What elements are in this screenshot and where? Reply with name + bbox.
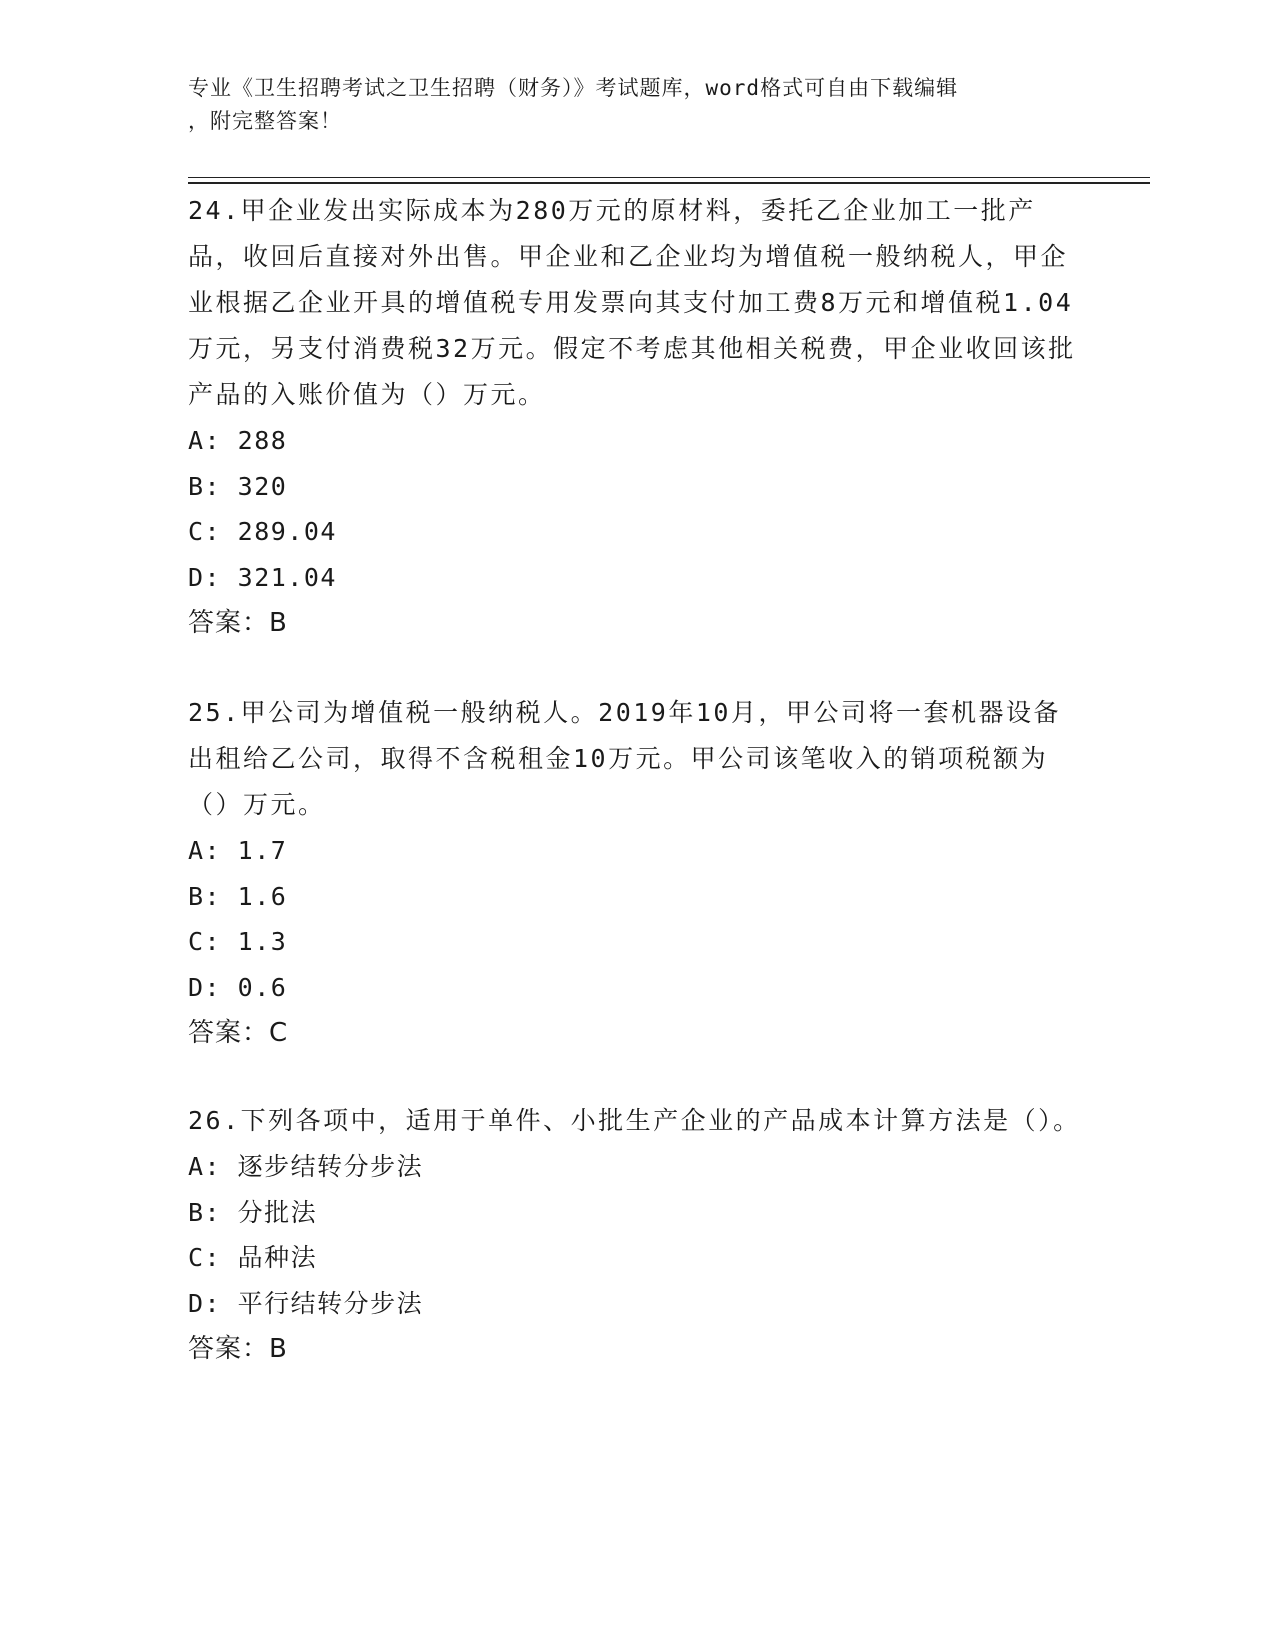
option-b: B: 分批法 [188, 1197, 318, 1227]
question-25 [188, 690, 1088, 1056]
answer-line: 答案：B [188, 1334, 288, 1364]
question-26 [188, 1098, 1088, 1372]
option-a: A: 1.7 [188, 836, 288, 865]
answer-line: 答案：B [188, 608, 288, 638]
option-d: D: 0.6 [188, 972, 288, 1002]
header-line-2: ，附完整答案！ [188, 109, 342, 133]
header-line-1: 专业《卫生招聘考试之卫生招聘（财务）》考试题库，word格式可自由下载编辑 [188, 76, 959, 100]
question-stem: 24.甲企业发出实际成本为280万元的原材料，委托乙企业加工一批产品，收回后直接对外出售。甲企业和乙企业均为增值税一般纳税人，甲企业根据乙企业开具的增值税专用发票向其支付加工费8万元和增值税1.04万元，另支付消费税32万元。假定不考虑其他相关税费，甲企业收回该批产品的入账价值为（）万元。 [188, 196, 1076, 409]
question-stem: 26.下列各项中，适用于单件、小批生产企业的产品成本计算方法是（）。 [188, 1106, 1081, 1135]
option-a: A: 288 [188, 426, 288, 455]
document-header [188, 72, 1078, 138]
header-divider-thin [188, 177, 1150, 178]
option-c: C: 1.3 [188, 927, 288, 956]
answer-line: 答案：C [188, 1018, 289, 1048]
header-divider-thick [188, 182, 1150, 184]
option-a: A: 逐步结转分步法 [188, 1152, 424, 1181]
question-stem: 25.甲公司为增值税一般纳税人。2019年10月，甲公司将一套机器设备出租给乙公司，取得不含税租金10万元。甲公司该笔收入的销项税额为（）万元。 [188, 698, 1061, 819]
option-c: C: 289.04 [188, 517, 337, 546]
question-24 [188, 188, 1088, 646]
option-c: C: 品种法 [188, 1243, 318, 1272]
option-d: D: 平行结转分步法 [188, 1288, 424, 1318]
option-b: B: 1.6 [188, 881, 288, 911]
option-d: D: 321.04 [188, 562, 337, 592]
option-b: B: 320 [188, 471, 288, 501]
